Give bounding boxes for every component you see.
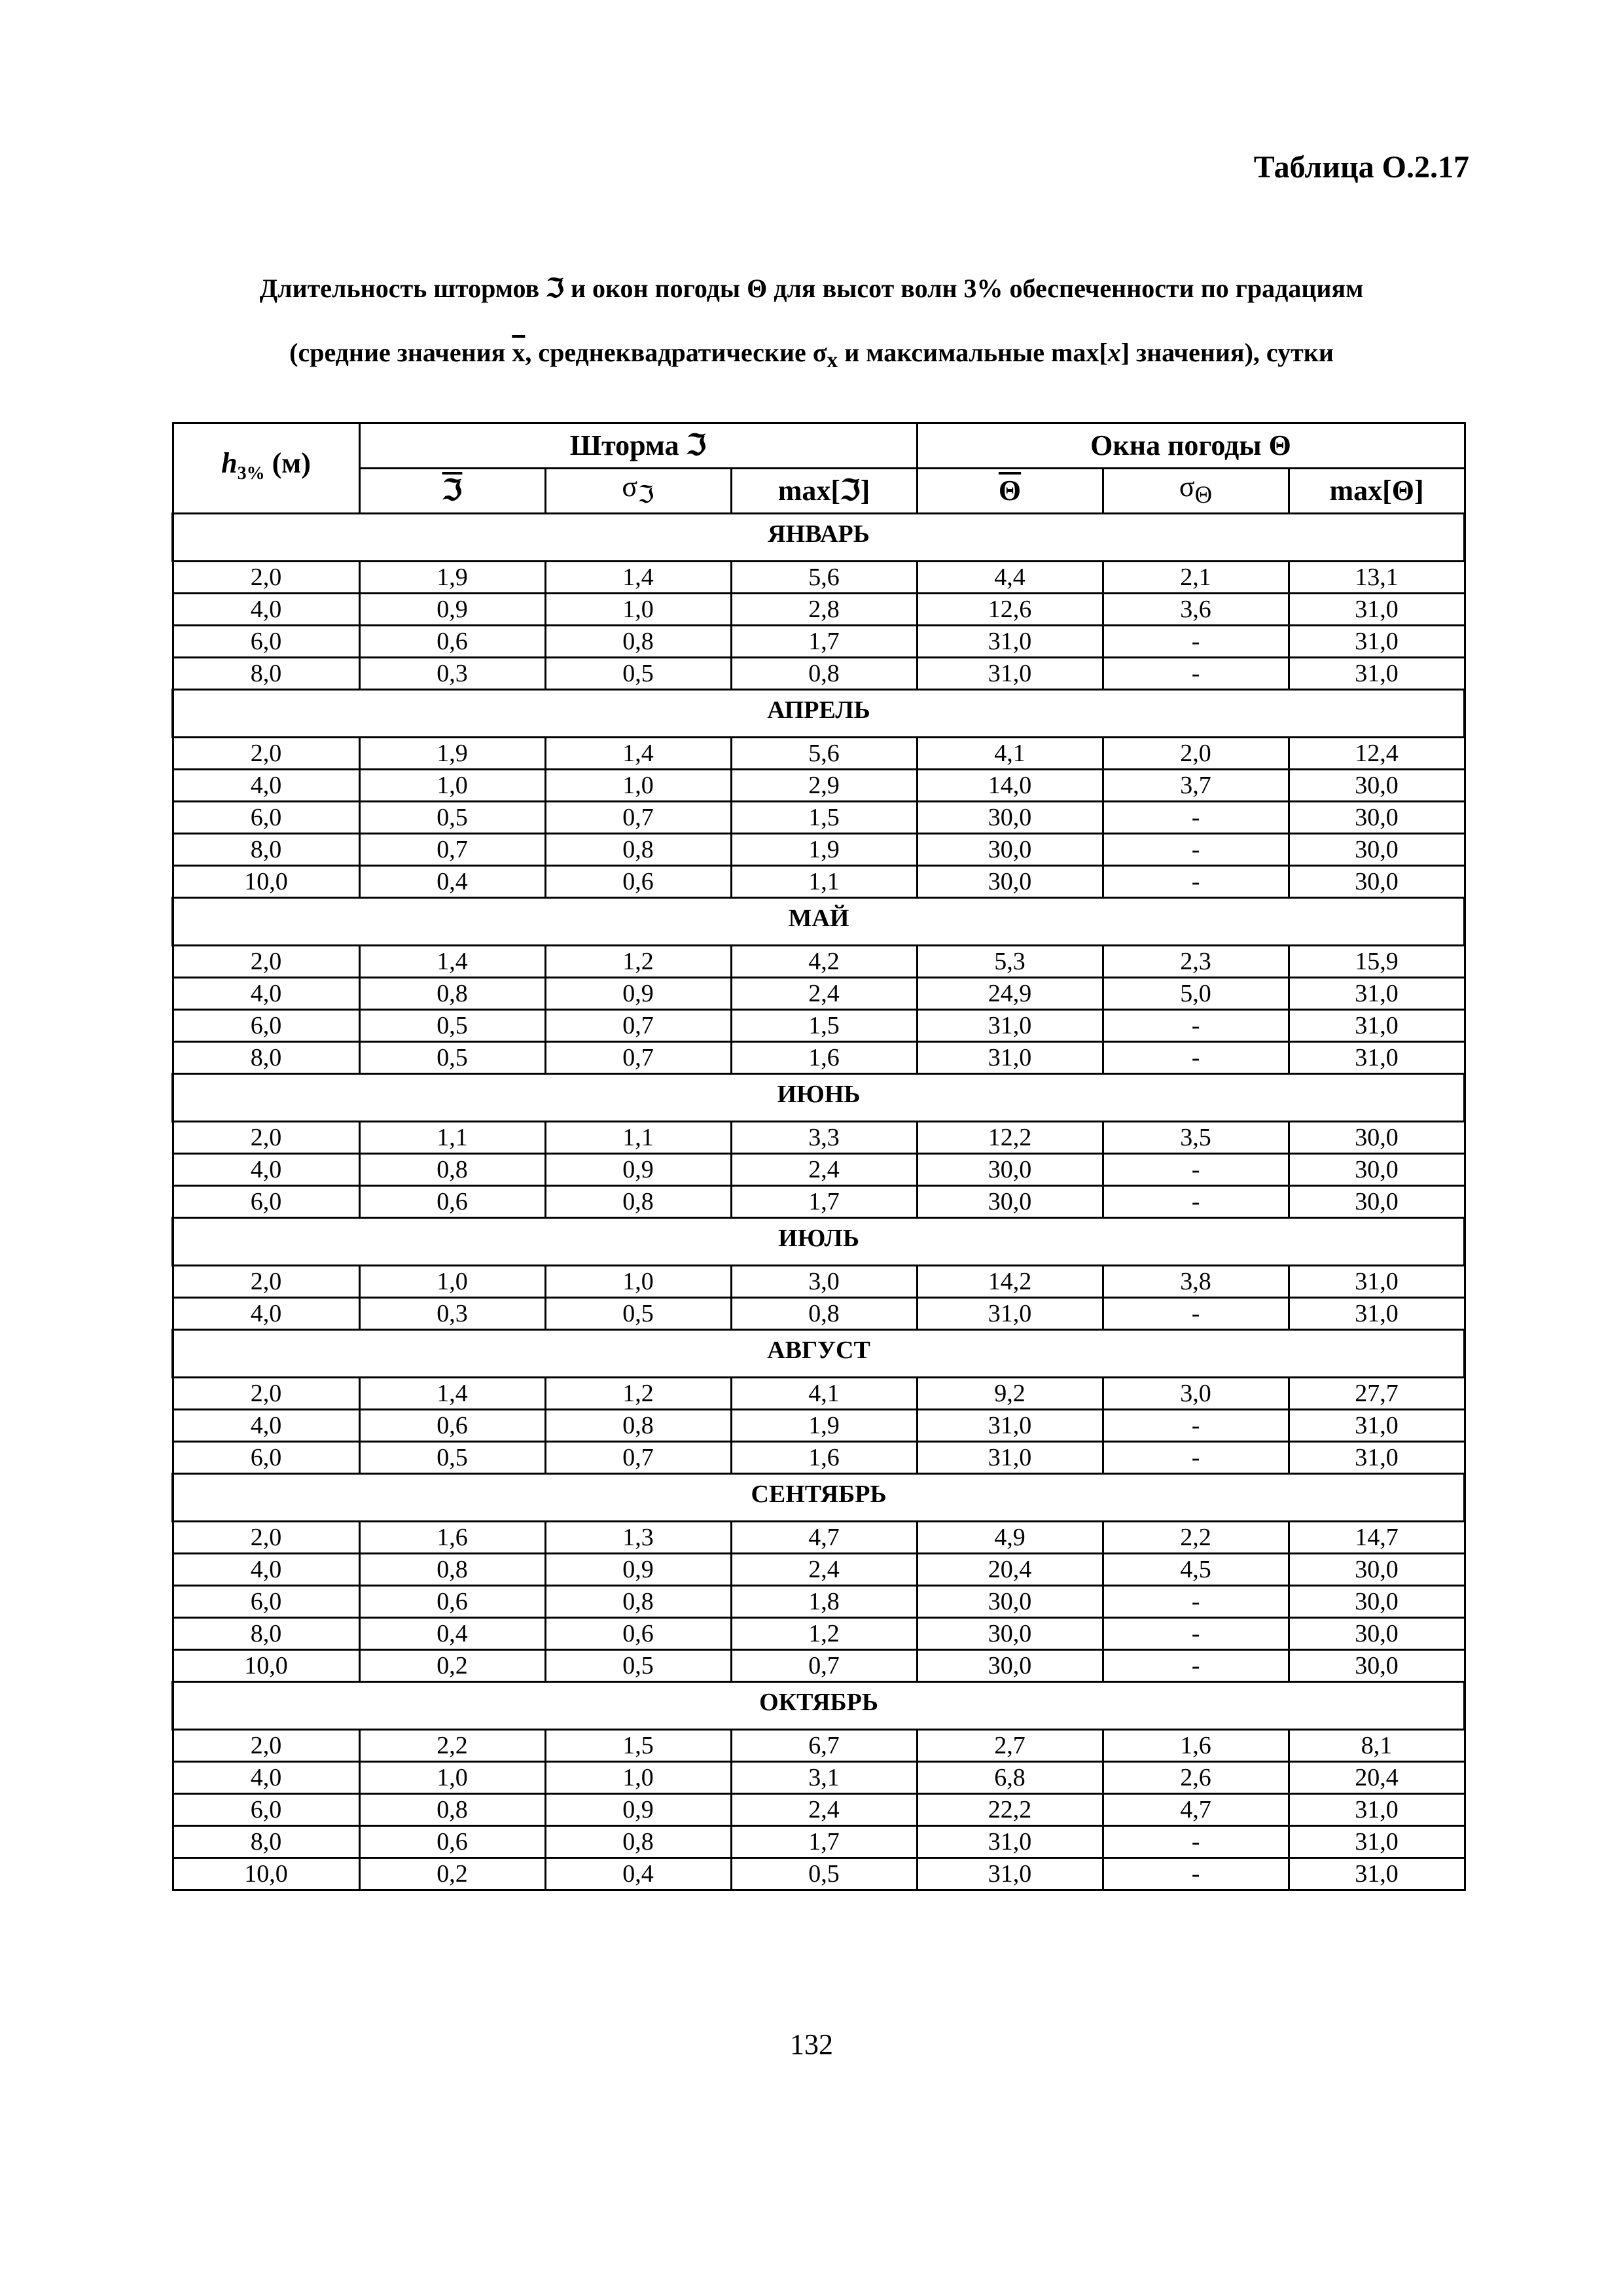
month-name: ОКТЯБРЬ — [759, 1689, 878, 1716]
table-cell: 0,6 — [359, 626, 545, 658]
table-cell: 9,2 — [917, 1378, 1103, 1410]
table-cell: 0,9 — [545, 1154, 731, 1186]
table-cell: 31,0 — [1289, 594, 1465, 626]
table-cell: 1,5 — [731, 802, 917, 834]
month-name-cell — [173, 1074, 1465, 1122]
table-cell: 30,0 — [917, 802, 1103, 834]
mean-symbol: $\overline{x}$ — [512, 338, 526, 367]
table-cell: 1,0 — [545, 594, 731, 626]
table-row — [173, 802, 1465, 834]
table-cell: - — [1103, 1826, 1289, 1858]
table-cell: 4,7 — [731, 1522, 917, 1554]
window-max-header: max[Θ] — [1289, 469, 1465, 514]
table-cell: 0,8 — [545, 1826, 731, 1858]
table-cell: 2,0 — [1103, 738, 1289, 770]
table-cell: 2,6 — [1103, 1762, 1289, 1794]
table-cell: 6,0 — [173, 1186, 359, 1218]
table-cell: 3,3 — [731, 1122, 917, 1154]
table-row — [173, 834, 1465, 866]
table-cell: 0,5 — [359, 802, 545, 834]
month-header-row — [173, 1474, 1465, 1522]
table-cell: 8,0 — [173, 834, 359, 866]
table-cell: 24,9 — [917, 978, 1103, 1010]
table-cell: 1,1 — [545, 1122, 731, 1154]
table-body — [173, 514, 1465, 1890]
table-cell: 3,7 — [1103, 770, 1289, 802]
table-row — [173, 1378, 1465, 1410]
table-row — [173, 1586, 1465, 1618]
month-header-row — [173, 1682, 1465, 1730]
table-cell: 31,0 — [917, 1826, 1103, 1858]
table-cell: 31,0 — [917, 658, 1103, 690]
table-cell: 30,0 — [1289, 1122, 1465, 1154]
table-cell: 20,4 — [1289, 1762, 1465, 1794]
table-cell: 30,0 — [917, 1154, 1103, 1186]
table-cell: 31,0 — [917, 1298, 1103, 1330]
table-cell: 1,9 — [731, 834, 917, 866]
table-cell: 0,4 — [359, 866, 545, 898]
table-cell: 1,1 — [359, 1122, 545, 1154]
table-row — [173, 1762, 1465, 1794]
table-cell: 6,0 — [173, 1442, 359, 1474]
table-cell: 0,5 — [359, 1042, 545, 1074]
table-cell: 31,0 — [917, 1010, 1103, 1042]
table-cell: - — [1103, 1298, 1289, 1330]
table-cell: 1,0 — [545, 1266, 731, 1298]
table-title — [98, 257, 1525, 393]
month-name-cell — [173, 1330, 1465, 1378]
table-cell: 0,9 — [359, 594, 545, 626]
table-cell: 31,0 — [1289, 1794, 1465, 1826]
table-cell: 15,9 — [1289, 946, 1465, 978]
table-cell: 2,3 — [1103, 946, 1289, 978]
table-cell: 1,6 — [731, 1442, 917, 1474]
table-row — [173, 1826, 1465, 1858]
table-cell: 2,8 — [731, 594, 917, 626]
table-cell: 31,0 — [1289, 658, 1465, 690]
table-cell: 4,0 — [173, 1298, 359, 1330]
table-cell: 30,0 — [1289, 834, 1465, 866]
table-cell: 1,0 — [359, 1266, 545, 1298]
table-row — [173, 1730, 1465, 1762]
table-cell: 0,7 — [545, 802, 731, 834]
table-cell: 0,7 — [545, 1010, 731, 1042]
table-cell: 31,0 — [1289, 978, 1465, 1010]
month-name-cell — [173, 690, 1465, 738]
table-cell: 31,0 — [917, 1042, 1103, 1074]
storm-duration-table — [171, 422, 1466, 1891]
table-cell: 31,0 — [917, 1442, 1103, 1474]
table-cell: 2,2 — [359, 1730, 545, 1762]
table-cell: 1,4 — [359, 946, 545, 978]
table-cell: 0,7 — [545, 1442, 731, 1474]
table-cell: 2,0 — [173, 1378, 359, 1410]
table-cell: 10,0 — [173, 1858, 359, 1890]
table-row — [173, 1298, 1465, 1330]
table-cell: 20,4 — [917, 1554, 1103, 1586]
table-row — [173, 658, 1465, 690]
table-cell: 12,4 — [1289, 738, 1465, 770]
table-cell: 0,5 — [359, 1442, 545, 1474]
month-name-cell — [173, 1682, 1465, 1730]
table-cell: 30,0 — [1289, 770, 1465, 802]
month-name-cell — [173, 1218, 1465, 1266]
month-name-cell — [173, 1474, 1465, 1522]
table-cell: 8,0 — [173, 1826, 359, 1858]
table-cell: 0,6 — [545, 1618, 731, 1650]
table-cell: 31,0 — [1289, 1442, 1465, 1474]
table-cell: 0,6 — [359, 1826, 545, 1858]
table-cell: 10,0 — [173, 1650, 359, 1682]
storm-max-header: max[ℑ] — [731, 469, 917, 514]
table-cell: 0,7 — [545, 1042, 731, 1074]
table-row — [173, 1522, 1465, 1554]
table-cell: 2,0 — [173, 946, 359, 978]
table-cell: 2,4 — [731, 978, 917, 1010]
table-cell: 4,9 — [917, 1522, 1103, 1554]
table-cell: 31,0 — [1289, 626, 1465, 658]
table-cell: 8,1 — [1289, 1730, 1465, 1762]
table-cell: 0,8 — [359, 1154, 545, 1186]
table-cell: 2,4 — [731, 1554, 917, 1586]
table-cell: 1,0 — [545, 770, 731, 802]
table-cell: 8,0 — [173, 1618, 359, 1650]
table-cell: 6,0 — [173, 1010, 359, 1042]
table-cell: 30,0 — [1289, 1186, 1465, 1218]
table-cell: 6,0 — [173, 802, 359, 834]
table-row — [173, 1410, 1465, 1442]
table-cell: 12,6 — [917, 594, 1103, 626]
month-header-row — [173, 1330, 1465, 1378]
table-cell: 31,0 — [917, 1858, 1103, 1890]
header-row-columns — [173, 469, 1465, 514]
table-cell: 2,4 — [731, 1794, 917, 1826]
table-cell: 0,8 — [545, 834, 731, 866]
table-cell: - — [1103, 1042, 1289, 1074]
table-cell: 3,6 — [1103, 594, 1289, 626]
table-cell: 12,2 — [917, 1122, 1103, 1154]
month-name: АВГУСТ — [767, 1336, 870, 1364]
table-cell: 30,0 — [917, 1186, 1103, 1218]
month-name: СЕНТЯБРЬ — [751, 1480, 887, 1508]
table-cell: 30,0 — [1289, 802, 1465, 834]
table-cell: 6,0 — [173, 1794, 359, 1826]
table-cell: 0,7 — [731, 1650, 917, 1682]
table-cell: 2,9 — [731, 770, 917, 802]
table-cell: 0,6 — [359, 1186, 545, 1218]
table-cell: 4,0 — [173, 1154, 359, 1186]
month-name: МАЙ — [788, 905, 849, 932]
table-cell: 2,0 — [173, 562, 359, 594]
table-cell: 1,4 — [545, 738, 731, 770]
table-cell: 0,5 — [545, 1298, 731, 1330]
table-cell: 2,0 — [173, 738, 359, 770]
table-cell: 0,8 — [359, 1554, 545, 1586]
table-cell: 2,0 — [173, 1522, 359, 1554]
table-cell: 5,3 — [917, 946, 1103, 978]
table-row — [173, 738, 1465, 770]
table-row — [173, 1186, 1465, 1218]
table-cell: 1,7 — [731, 626, 917, 658]
table-cell: 30,0 — [1289, 1650, 1465, 1682]
table-cell: 0,8 — [545, 1586, 731, 1618]
window-sigma-header: $\sigma_\Theta$ — [1103, 469, 1289, 514]
table-cell: 14,2 — [917, 1266, 1103, 1298]
table-row — [173, 1122, 1465, 1154]
month-header-row — [173, 690, 1465, 738]
table-cell: 3,0 — [731, 1266, 917, 1298]
table-cell: 3,5 — [1103, 1122, 1289, 1154]
table-cell: 22,2 — [917, 1794, 1103, 1826]
table-cell: 1,9 — [359, 562, 545, 594]
table-cell: 0,8 — [731, 1298, 917, 1330]
table-cell: 27,7 — [1289, 1378, 1465, 1410]
month-name: АПРЕЛЬ — [767, 696, 870, 724]
month-name: ИЮНЬ — [777, 1081, 861, 1108]
table-label: Таблица О.2.17 — [1253, 150, 1469, 185]
table-cell: 4,5 — [1103, 1554, 1289, 1586]
table-cell: 31,0 — [1289, 1042, 1465, 1074]
table-cell: 1,2 — [545, 1378, 731, 1410]
table-cell: - — [1103, 658, 1289, 690]
table-row — [173, 1794, 1465, 1826]
table-cell: 1,0 — [359, 1762, 545, 1794]
windows-group-header: Окна погоды Θ — [917, 423, 1465, 469]
table-cell: 0,3 — [359, 658, 545, 690]
table-cell: 2,2 — [1103, 1522, 1289, 1554]
title-line-2: (средние значения $\overline{x}$, среднеквадратические $\sigma_x$ и максимальные max[x] значения), сутки — [289, 338, 1334, 372]
table-cell: 5,6 — [731, 738, 917, 770]
table-cell: 0,2 — [359, 1858, 545, 1890]
table-cell: 6,7 — [731, 1730, 917, 1762]
table-cell: 30,0 — [1289, 1554, 1465, 1586]
month-name: ИЮЛЬ — [778, 1225, 859, 1252]
table-cell: 1,9 — [359, 738, 545, 770]
table-row — [173, 1858, 1465, 1890]
table-cell: 31,0 — [1289, 1826, 1465, 1858]
storm-sigma-header: $\sigma_ℑ$ — [545, 469, 731, 514]
table-cell: 30,0 — [917, 834, 1103, 866]
table-cell: 2,0 — [173, 1122, 359, 1154]
table-cell: 31,0 — [917, 626, 1103, 658]
table-cell: 14,0 — [917, 770, 1103, 802]
table-cell: 30,0 — [1289, 1586, 1465, 1618]
table-cell: 0,8 — [359, 978, 545, 1010]
table-row — [173, 946, 1465, 978]
table-cell: - — [1103, 866, 1289, 898]
storms-group-header: Шторма ℑ — [359, 423, 917, 469]
table-cell: - — [1103, 1586, 1289, 1618]
table-cell: 4,7 — [1103, 1794, 1289, 1826]
table-cell: 0,4 — [545, 1858, 731, 1890]
table-cell: 0,8 — [545, 1410, 731, 1442]
table-cell: 31,0 — [1289, 1410, 1465, 1442]
table-cell: 0,8 — [359, 1794, 545, 1826]
table-row — [173, 594, 1465, 626]
table-cell: 1,0 — [359, 770, 545, 802]
table-cell: 3,1 — [731, 1762, 917, 1794]
storm-mean-header: ℑ — [359, 469, 545, 514]
table-cell: 4,0 — [173, 594, 359, 626]
table-cell: 3,8 — [1103, 1266, 1289, 1298]
table-cell: - — [1103, 1858, 1289, 1890]
table-cell: 1,8 — [731, 1586, 917, 1618]
table-cell: 4,0 — [173, 1762, 359, 1794]
month-header-row — [173, 1074, 1465, 1122]
table-cell: 3,0 — [1103, 1378, 1289, 1410]
table-cell: - — [1103, 1010, 1289, 1042]
table-cell: 1,2 — [545, 946, 731, 978]
table-row — [173, 978, 1465, 1010]
table-cell: 5,0 — [1103, 978, 1289, 1010]
table-cell: 30,0 — [1289, 1618, 1465, 1650]
table-row — [173, 562, 1465, 594]
table-cell: 31,0 — [1289, 1010, 1465, 1042]
table-cell: 0,3 — [359, 1298, 545, 1330]
month-name: ЯНВАРЬ — [768, 520, 870, 548]
table-cell: 30,0 — [1289, 1154, 1465, 1186]
table-cell: 4,0 — [173, 770, 359, 802]
table-cell: 4,0 — [173, 1410, 359, 1442]
table-row — [173, 866, 1465, 898]
table-cell: - — [1103, 834, 1289, 866]
table-cell: 1,0 — [545, 1762, 731, 1794]
table-cell: 6,0 — [173, 1586, 359, 1618]
table-row — [173, 770, 1465, 802]
table-row — [173, 1042, 1465, 1074]
window-mean-header: $\overline{\Theta}$ — [917, 469, 1103, 514]
table-cell: - — [1103, 1154, 1289, 1186]
table-cell: 30,0 — [917, 1586, 1103, 1618]
table-row — [173, 1154, 1465, 1186]
table-cell: 0,8 — [731, 658, 917, 690]
table-cell: - — [1103, 1442, 1289, 1474]
table-cell: 0,9 — [545, 978, 731, 1010]
month-name-cell — [173, 514, 1465, 562]
table-row — [173, 1554, 1465, 1586]
table-cell: 0,9 — [545, 1794, 731, 1826]
table-cell: - — [1103, 1650, 1289, 1682]
table-cell: 0,4 — [359, 1618, 545, 1650]
table-row — [173, 1266, 1465, 1298]
table-cell: - — [1103, 802, 1289, 834]
table-cell: 0,5 — [545, 658, 731, 690]
table-cell: 1,2 — [731, 1618, 917, 1650]
table-row — [173, 1010, 1465, 1042]
table-cell: 31,0 — [1289, 1298, 1465, 1330]
table-cell: 0,9 — [545, 1554, 731, 1586]
table-cell: 1,1 — [731, 866, 917, 898]
table-cell: 4,4 — [917, 562, 1103, 594]
table-cell: 0,5 — [731, 1858, 917, 1890]
table-cell: 4,0 — [173, 1554, 359, 1586]
table-cell: 4,1 — [731, 1378, 917, 1410]
month-header-row — [173, 1218, 1465, 1266]
table-cell: 30,0 — [1289, 866, 1465, 898]
table-cell: 0,8 — [545, 1186, 731, 1218]
table-cell: 0,6 — [359, 1586, 545, 1618]
month-header-row — [173, 514, 1465, 562]
table-cell: 1,6 — [731, 1042, 917, 1074]
table-cell: 6,0 — [173, 626, 359, 658]
table-cell: 13,1 — [1289, 562, 1465, 594]
table-row — [173, 1442, 1465, 1474]
table-cell: 14,7 — [1289, 1522, 1465, 1554]
table-cell: 1,5 — [545, 1730, 731, 1762]
table-cell: 0,6 — [545, 866, 731, 898]
table-cell: 5,6 — [731, 562, 917, 594]
table-cell: 2,4 — [731, 1154, 917, 1186]
table-cell: 0,6 — [359, 1410, 545, 1442]
month-name-cell — [173, 898, 1465, 946]
header-row-groups — [173, 423, 1465, 469]
table-cell: 4,1 — [917, 738, 1103, 770]
table-cell: 1,4 — [359, 1378, 545, 1410]
table-cell: 30,0 — [917, 1618, 1103, 1650]
table-cell: 6,8 — [917, 1762, 1103, 1794]
table-cell: 2,0 — [173, 1730, 359, 1762]
table-cell: 1,7 — [731, 1826, 917, 1858]
table-cell: 1,3 — [545, 1522, 731, 1554]
table-cell: 8,0 — [173, 658, 359, 690]
table-row — [173, 1650, 1465, 1682]
table-cell: - — [1103, 626, 1289, 658]
wave-height-header: $h_{3\%}$ (м) — [173, 423, 359, 514]
table-cell: 10,0 — [173, 866, 359, 898]
table-cell: 8,0 — [173, 1042, 359, 1074]
table-cell: 0,2 — [359, 1650, 545, 1682]
title-line-1: Длительность штормов ℑ и окон погоды Θ для высот волн 3% обеспеченности по градациям — [259, 274, 1364, 303]
table-cell: 0,8 — [545, 626, 731, 658]
table-cell: 4,2 — [731, 946, 917, 978]
table-cell: 31,0 — [917, 1410, 1103, 1442]
table-cell: 2,0 — [173, 1266, 359, 1298]
table-cell: 1,6 — [359, 1522, 545, 1554]
table-cell: 1,5 — [731, 1010, 917, 1042]
table-cell: 1,9 — [731, 1410, 917, 1442]
table-cell: - — [1103, 1618, 1289, 1650]
table-cell: 0,5 — [545, 1650, 731, 1682]
table-cell: 1,7 — [731, 1186, 917, 1218]
month-header-row — [173, 898, 1465, 946]
table-cell: 4,0 — [173, 978, 359, 1010]
table-cell: 2,1 — [1103, 562, 1289, 594]
table-row — [173, 1618, 1465, 1650]
table-cell: 1,4 — [545, 562, 731, 594]
table-cell: 30,0 — [917, 866, 1103, 898]
table-cell: 0,5 — [359, 1010, 545, 1042]
table-cell: 31,0 — [1289, 1266, 1465, 1298]
table-cell: - — [1103, 1186, 1289, 1218]
page-number: 132 — [790, 2028, 833, 2060]
table-cell: - — [1103, 1410, 1289, 1442]
table-cell: 1,6 — [1103, 1730, 1289, 1762]
table-row — [173, 626, 1465, 658]
table-cell: 0,7 — [359, 834, 545, 866]
table-cell: 31,0 — [1289, 1858, 1465, 1890]
table-cell: 30,0 — [917, 1650, 1103, 1682]
table-cell: 2,7 — [917, 1730, 1103, 1762]
